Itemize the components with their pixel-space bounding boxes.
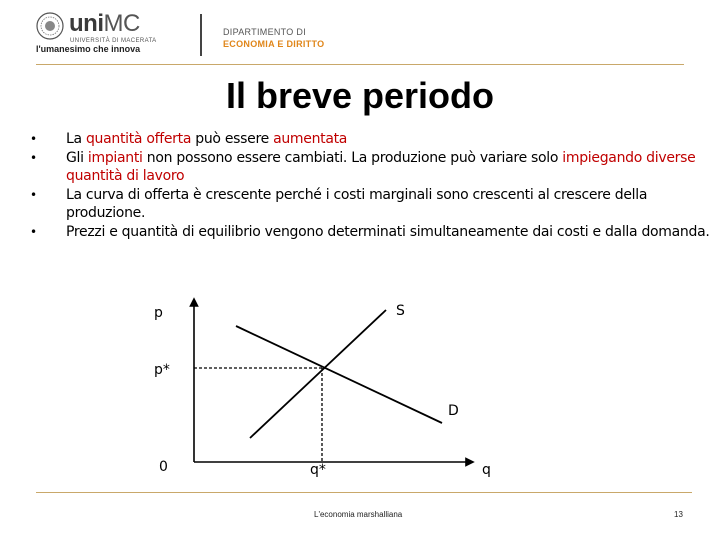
origin-label: 0 bbox=[159, 459, 168, 475]
x-axis-label: q bbox=[482, 462, 491, 478]
logo-divider bbox=[200, 14, 202, 56]
bullet-text: La curva di offerta è crescente perché i costi marginali sono crescenti al crescere della produzione. bbox=[66, 186, 648, 221]
department-name: ECONOMIA E DIRITTO bbox=[223, 39, 325, 49]
supply-label: S bbox=[396, 303, 405, 319]
university-wordmark: uniMC bbox=[69, 10, 140, 37]
bullet-list bbox=[30, 130, 710, 241]
page-number: 13 bbox=[674, 510, 683, 519]
slide-title: Il breve periodo bbox=[225, 75, 495, 116]
highlighted-text: aumentata bbox=[273, 131, 348, 147]
price-equilibrium-label: p* bbox=[154, 362, 170, 378]
bullet-text: Prezzi e quantità di equilibrio vengono determinati simultaneamente dai costi e dalla domanda. bbox=[66, 223, 710, 240]
bullet-text: La bbox=[66, 131, 86, 147]
bullet-item bbox=[30, 223, 710, 242]
university-logo bbox=[36, 8, 336, 58]
demand-curve bbox=[236, 326, 442, 423]
bullet-item bbox=[30, 186, 710, 223]
y-axis-label: p bbox=[154, 305, 163, 321]
bullet-item bbox=[30, 130, 710, 149]
highlighted-text: quantità offerta bbox=[85, 131, 192, 147]
demand-label: D bbox=[448, 403, 459, 419]
highlighted-text: impiegando diverse quantità di lavoro bbox=[66, 149, 696, 184]
footer-text: L'economia marshalliana bbox=[314, 510, 403, 519]
bullet-text: può essere bbox=[191, 131, 274, 147]
header-divider bbox=[36, 64, 684, 65]
university-subtitle: UNIVERSITÀ DI MACERATA bbox=[70, 38, 157, 44]
highlighted-text: impianti bbox=[87, 149, 143, 166]
bullet-text: non possono essere cambiati. La produzione può variare solo bbox=[142, 149, 563, 166]
supply-demand-diagram bbox=[0, 290, 720, 490]
bullet-text: Gli bbox=[66, 149, 88, 166]
bullet-item bbox=[30, 149, 710, 186]
footer-divider bbox=[36, 492, 692, 493]
quantity-equilibrium-label: q* bbox=[310, 462, 326, 478]
university-seal-icon bbox=[36, 12, 64, 40]
university-tagline: l'umanesimo che innova bbox=[36, 44, 141, 54]
supply-curve bbox=[250, 310, 386, 438]
department-label: DIPARTIMENTO DI bbox=[223, 27, 307, 37]
